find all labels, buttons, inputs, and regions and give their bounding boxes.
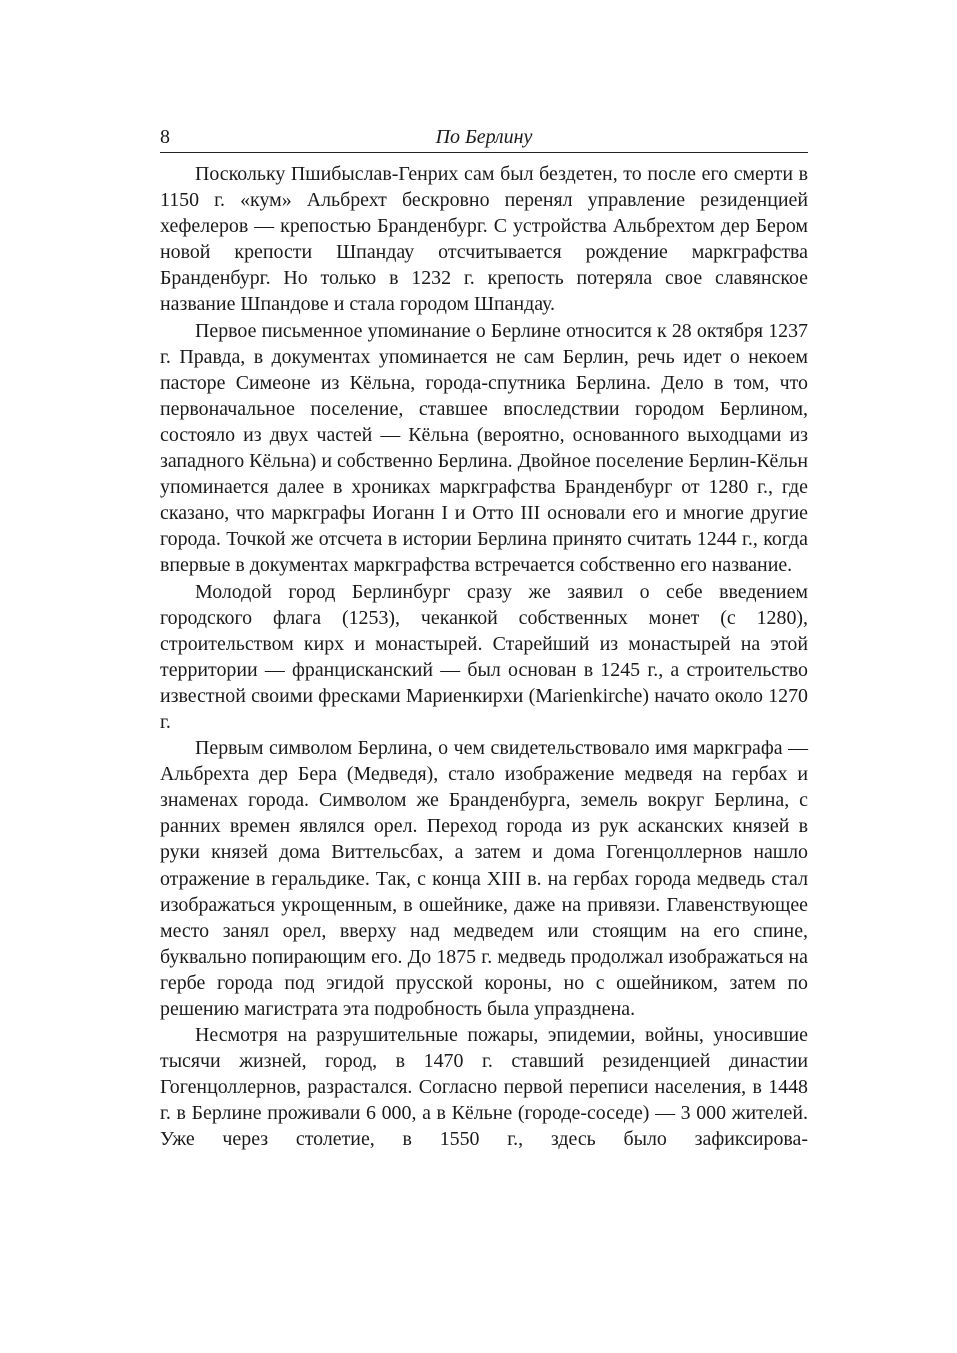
paragraph: Первым символом Берлина, о чем свидетельствовало имя маркграфа — Альбрехта дер Бера (Медведя), стало изображение медведя на гербах и знаменах города. Символом же Бранденбурга, земель вокруг Берлина, с ранних времен являлся орел. Переход города из рук асканских князей в руки князей дома Виттельсбах, а затем и дома Гогенцоллернов нашло отражение в геральдике. Так, с конца XIII в. на гербах города медведь стал изображаться укрощенным, в ошейнике, даже на привязи. Главенствующее место занял орел, вверху над медведем или стоящим на его спине, буквально попирающим его. До 1875 г. медведь продолжал изображаться на гербе города под эгидой прусской короны, но с ошейником, затем по решению магистрата эта подробность была упразднена. <box>160 737 808 1020</box>
body-text <box>160 161 808 1153</box>
paragraph: Молодой город Берлинбург сразу же заявил о себе введением городского флага (1253), чеканкой собственных монет (с 1280), строительством кирх и монастырей. Старейший из монастырей на этой территории — францисканский — был основан в 1245 г., а строительство известной своими фресками Мариенкирхи (Marienkirche) начато около 1270 г. <box>160 580 808 733</box>
running-title: По Берлину <box>435 126 533 148</box>
paragraph: Первое письменное упоминание о Берлине относится к 28 октября 1237 г. Правда, в документах упоминается не сам Берлин, речь идет о некоем пасторе Симеоне из Кёльна, города-спутника Берлина. Дело в том, что первоначальное поселение, ставшее впоследствии городом Берлином, состояло из двух частей — Кёльна (вероятно, основанного выходцами из западного Кёльна) и собственно Берлина. Двойное поселение Берлин-Кёльн упоминается далее в хрониках маркграфства Бранденбург от 1280 г., где сказано, что маркграфы Иоганн I и Отто III основали его и многие другие города. Точкой же отсчета в истории Берлина принято считать 1244 г., когда впервые в документах маркграфства встречается собственно его название. <box>160 319 808 577</box>
page-header <box>160 124 808 153</box>
paragraph: Несмотря на разрушительные пожары, эпидемии, войны, уносившие тысячи жизней, город, в 1470 г. ставший резиденцией династии Гогенцоллернов, разрастался. Согласно первой переписи населения, в 1448 г. в Берлине проживали 6 000, а в Кёльне (городе-соседе) — 3 000 жителей. Уже через столетие, в 1550 г., здесь было зафиксирова- <box>160 1024 808 1151</box>
paragraph: Поскольку Пшибыслав-Генрих сам был бездетен, то после его смерти в 1150 г. «кум» Альбрехт бескровно перенял управление резиденцией хефелеров — крепостью Бранденбург. С устройства Альбрехтом дер Бером новой крепости Шпандау отсчитывается рождение маркграфства Бранденбург. Но только в 1232 г. крепость потеряла свое славянское название Шпандове и стала городом Шпандау. <box>160 163 808 316</box>
page-number: 8 <box>160 126 170 148</box>
